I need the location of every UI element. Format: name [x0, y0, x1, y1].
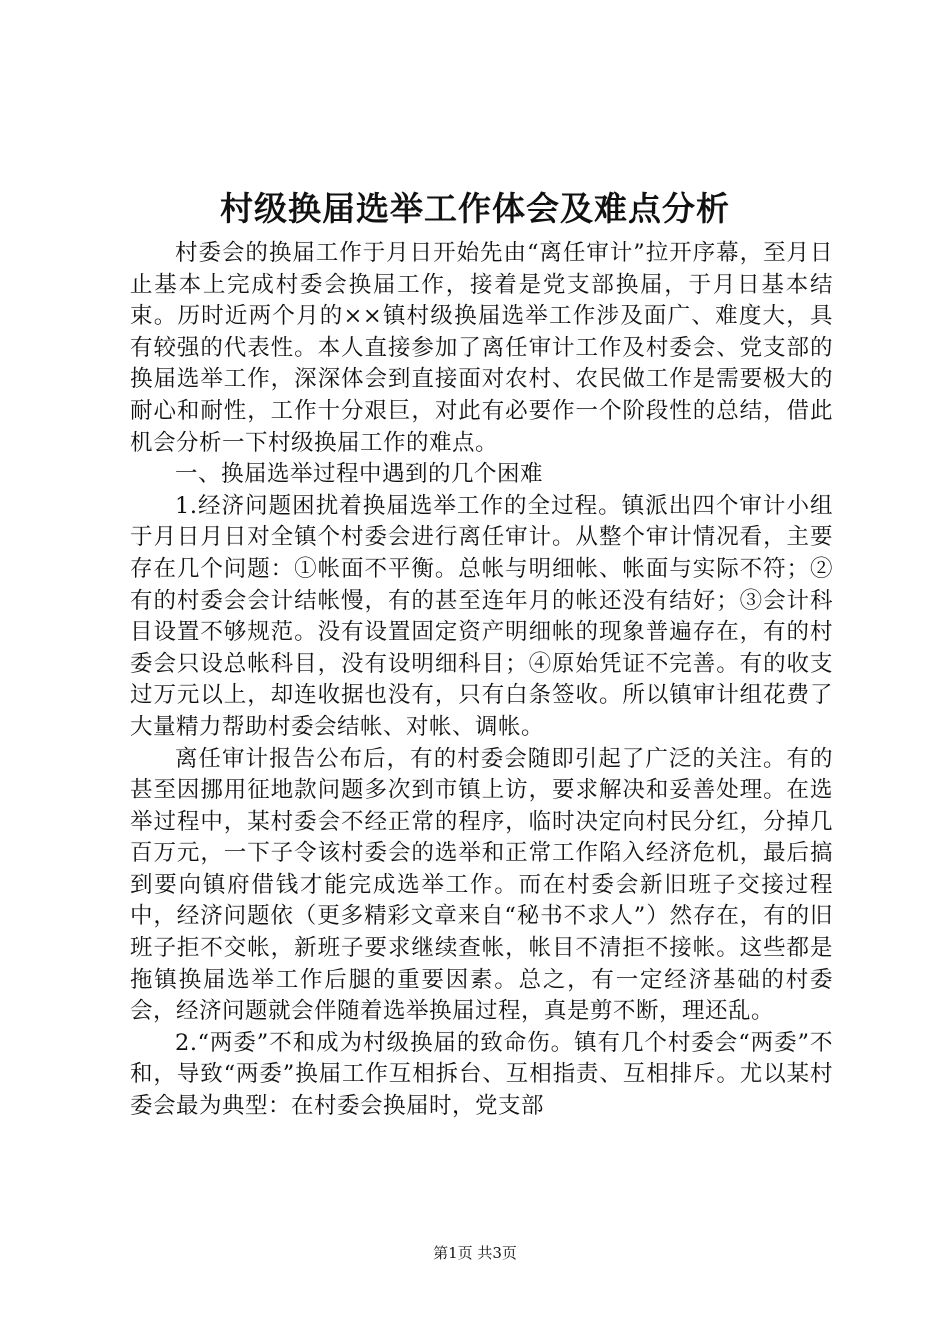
document-title: 村级换届选举工作体会及难点分析 [220, 189, 730, 228]
paragraph-audit-report: 离任审计报告公布后，有的村委会随即引起了广泛的关注。有的甚至因挪用征地款问题多次到市镇上访，要求解决和妥善处理。在选举过程中，某村委会不经正常的程序，临时决定向村民分红，分掉几百万元，一下子令该村委会的选举和正常工作陷入经济危机，最后搞到要向镇府借钱才能完成选举工作。而在村委会新旧班子交接过程中，经济问题依（更多精彩文章来自“秘书不求人”）然存在，有的旧班子拒不交帐，新班子要求继续查帐，帐目不清拒不接帐。这些都是拖镇换届选举工作后腿的重要因素。总之，有一定经济基础的村委会，经济问题就会伴随着选举换届过程，真是剪不断，理还乱。 [130, 745, 833, 1025]
paragraph-intro: 村委会的换届工作于月日开始先由“离任审计”拉开序幕，至月日止基本上完成村委会换届工作，接着是党支部换届，于月日基本结束。历时近两个月的××镇村级换届选举工作涉及面广、难度大，具有较强的代表性。本人直接参加了离任审计工作及村委会、党支部的换届选举工作，深深体会到直接面对农村、农民做工作是需要极大的耐心和耐性，工作十分艰巨，对此有必要作一个阶段性的总结，借此机会分析一下村级换届工作的难点。 [130, 240, 833, 456]
paragraph-two-committees: 2.“两委”不和成为村级换届的致命伤。镇有几个村委会“两委”不和，导致“两委”换届工作互相拆台、互相指责、互相排斥。尤以某村委会最为典型：在村委会换届时，党支部 [130, 1029, 833, 1120]
page-footer: 第1页 共3页 [433, 1244, 517, 1262]
section-heading: 一、换届选举过程中遇到的几个困难 [175, 461, 544, 488]
document-body [130, 238, 833, 1123]
paragraph-economic-issue: 1.经济问题困扰着换届选举工作的全过程。镇派出四个审计小组于月日月日对全镇个村委会进行离任审计。从整个审计情况看，主要存在几个问题：①帐面不平衡。总帐与明细帐、帐面与实际不符；②有的村委会会计结帐慢，有的甚至连年月的帐还没有结好；③会计科目设置不够规范。没有设置固定资产明细帐的现象普遍存在，有的村委会只设总帐科目，没有设明细科目；④原始凭证不完善。有的收支过万元以上，却连收据也没有，只有白条签收。所以镇审计组花费了大量精力帮助村委会结帐、对帐、调帐。 [130, 492, 833, 740]
